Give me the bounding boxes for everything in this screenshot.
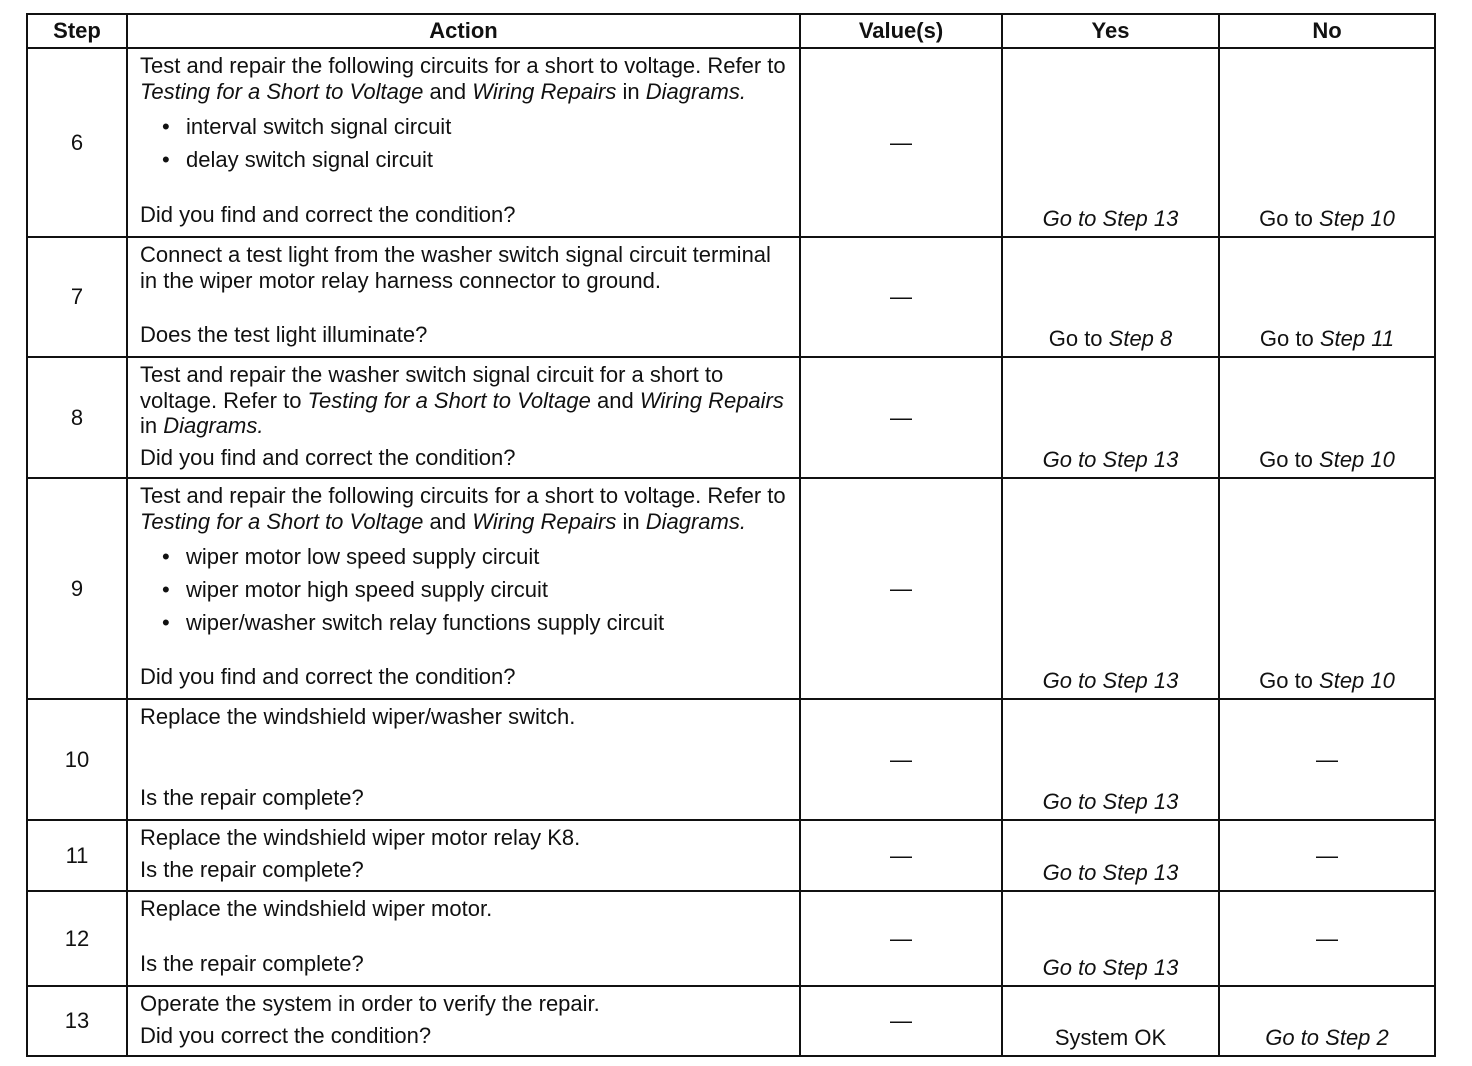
action-instruction bbox=[140, 825, 789, 851]
yes-cell bbox=[1002, 986, 1219, 1056]
list-item bbox=[162, 573, 789, 606]
step-number: 9 bbox=[27, 478, 127, 699]
action-content bbox=[140, 825, 789, 882]
step-number: 10 bbox=[27, 699, 127, 820]
italic-text: Testing for a Short to Voltage bbox=[140, 78, 424, 104]
action-cell bbox=[127, 699, 800, 820]
yes-cell bbox=[1002, 820, 1219, 891]
italic-text: Go to Step 13 bbox=[1042, 206, 1179, 231]
no-cell bbox=[1219, 357, 1435, 478]
action-question: Is the repair complete? bbox=[140, 951, 364, 976]
yes-result bbox=[1003, 789, 1218, 815]
step-number: 6 bbox=[27, 48, 127, 237]
action-instruction bbox=[140, 896, 789, 922]
table-row bbox=[27, 986, 1435, 1056]
text-run: Go to bbox=[1048, 326, 1109, 351]
action-cell bbox=[127, 891, 800, 986]
italic-text: Step 8 bbox=[1108, 326, 1173, 351]
text-run: Go to bbox=[1259, 447, 1320, 472]
list-item-text: wiper motor low speed supply circuit bbox=[186, 544, 540, 569]
text-run: Go to bbox=[1259, 206, 1320, 231]
italic-text: Step 10 bbox=[1319, 668, 1395, 693]
text-run: Test and repair the washer switch signal circuit for a short to voltage. Refer to bbox=[140, 362, 724, 413]
action-cell bbox=[127, 478, 800, 699]
action-cell bbox=[127, 48, 800, 237]
step-number: 11 bbox=[27, 820, 127, 891]
action-instruction bbox=[140, 991, 789, 1017]
italic-text: Go to Step 13 bbox=[1042, 668, 1179, 693]
step-number: 13 bbox=[27, 986, 127, 1056]
header-step: Step bbox=[27, 14, 127, 48]
action-content bbox=[140, 991, 789, 1047]
italic-text: Step 10 bbox=[1319, 447, 1395, 472]
diagnostic-table bbox=[26, 13, 1436, 1057]
text-run: Test and repair the following circuits for a short to voltage. Refer to bbox=[140, 53, 786, 78]
no-cell-dash: — bbox=[1219, 699, 1435, 820]
yes-result bbox=[1003, 447, 1218, 473]
text-run: in bbox=[616, 508, 646, 534]
header-no: No bbox=[1219, 14, 1435, 48]
action-instruction bbox=[140, 704, 789, 730]
list-item bbox=[162, 143, 789, 176]
italic-text: Go to Step 13 bbox=[1042, 860, 1179, 885]
step-number: 7 bbox=[27, 237, 127, 357]
italic-text: Wiring Repairs bbox=[639, 387, 784, 413]
action-content bbox=[140, 483, 789, 690]
text-run: Operate the system in order to verify the repair. bbox=[140, 991, 600, 1016]
italic-text: Wiring Repairs bbox=[472, 508, 617, 534]
action-question: Did you correct the condition? bbox=[140, 1022, 432, 1048]
header-yes: Yes bbox=[1002, 14, 1219, 48]
italic-text: Testing for a Short to Voltage bbox=[140, 508, 424, 534]
italic-text: Diagrams. bbox=[645, 508, 746, 534]
spacer bbox=[140, 922, 789, 946]
italic-text: Testing for a Short to Voltage bbox=[307, 387, 591, 413]
text-run: System OK bbox=[1054, 1025, 1167, 1050]
action-question: Does the test light illuminate? bbox=[140, 322, 428, 347]
text-run: in bbox=[140, 413, 164, 438]
action-cell bbox=[127, 357, 800, 478]
text-run: Replace the windshield wiper motor relay K8. bbox=[140, 825, 581, 850]
yes-cell bbox=[1002, 891, 1219, 986]
no-cell bbox=[1219, 986, 1435, 1056]
table-row bbox=[27, 478, 1435, 699]
italic-text: Go to Step 2 bbox=[1265, 1025, 1389, 1050]
list-item-text: wiper/washer switch relay functions supply circuit bbox=[186, 610, 665, 635]
spacer bbox=[140, 293, 789, 316]
header-action: Action bbox=[127, 14, 800, 48]
action-content bbox=[140, 53, 789, 228]
yes-result bbox=[1003, 1025, 1218, 1051]
list-item bbox=[162, 606, 789, 639]
action-cell bbox=[127, 237, 800, 357]
no-cell-dash: — bbox=[1219, 820, 1435, 891]
no-result bbox=[1220, 1025, 1434, 1051]
yes-result bbox=[1003, 326, 1218, 352]
circuit-list bbox=[140, 110, 789, 176]
no-result bbox=[1220, 447, 1434, 473]
step-number: 12 bbox=[27, 891, 127, 986]
spacer bbox=[140, 639, 789, 658]
value-cell: — bbox=[800, 699, 1002, 820]
header-row bbox=[27, 14, 1435, 48]
italic-text: Go to Step 13 bbox=[1042, 447, 1179, 472]
header-values: Value(s) bbox=[800, 14, 1002, 48]
action-instruction bbox=[140, 242, 789, 293]
value-cell: — bbox=[800, 48, 1002, 237]
circuit-list bbox=[140, 540, 789, 639]
text-run: Replace the windshield wiper motor. bbox=[140, 896, 493, 921]
action-content bbox=[140, 362, 789, 469]
action-content bbox=[140, 704, 789, 811]
italic-text: Diagrams. bbox=[163, 413, 264, 438]
no-cell bbox=[1219, 237, 1435, 357]
italic-text: Step 10 bbox=[1319, 206, 1395, 231]
text-run: Go to bbox=[1259, 326, 1320, 351]
action-content bbox=[140, 242, 789, 348]
table-row bbox=[27, 237, 1435, 357]
no-result bbox=[1220, 668, 1434, 694]
italic-text: Diagrams. bbox=[645, 78, 746, 104]
text-run: and bbox=[423, 78, 473, 104]
text-run: Go to bbox=[1259, 668, 1320, 693]
text-run: Replace the windshield wiper/washer switch. bbox=[140, 704, 576, 729]
list-item-text: interval switch signal circuit bbox=[186, 114, 452, 139]
action-question: Did you find and correct the condition? bbox=[140, 444, 516, 470]
spacer bbox=[140, 730, 789, 780]
action-instruction bbox=[140, 483, 789, 534]
no-result bbox=[1220, 206, 1434, 232]
action-question: Is the repair complete? bbox=[140, 856, 364, 882]
action-cell bbox=[127, 986, 800, 1056]
italic-text: Go to Step 13 bbox=[1042, 789, 1179, 814]
value-cell: — bbox=[800, 986, 1002, 1056]
yes-result bbox=[1003, 955, 1218, 981]
value-cell: — bbox=[800, 891, 1002, 986]
no-result bbox=[1220, 326, 1434, 352]
no-cell-dash: — bbox=[1219, 891, 1435, 986]
yes-result bbox=[1003, 860, 1218, 886]
action-question: Did you find and correct the condition? bbox=[140, 664, 516, 689]
step-number: 8 bbox=[27, 357, 127, 478]
yes-cell bbox=[1002, 478, 1219, 699]
text-run: and bbox=[590, 387, 640, 413]
value-cell: — bbox=[800, 478, 1002, 699]
table-body bbox=[27, 48, 1435, 1056]
list-item-text: delay switch signal circuit bbox=[186, 147, 433, 172]
table-row bbox=[27, 699, 1435, 820]
yes-cell bbox=[1002, 357, 1219, 478]
list-item bbox=[162, 110, 789, 143]
text-run: Connect a test light from the washer switch signal circuit terminal in the wiper motor relay harness connector to ground. bbox=[140, 242, 771, 293]
italic-text: Wiring Repairs bbox=[472, 78, 617, 104]
yes-cell bbox=[1002, 237, 1219, 357]
table-row bbox=[27, 820, 1435, 891]
yes-cell bbox=[1002, 48, 1219, 237]
action-instruction bbox=[140, 53, 789, 104]
italic-text: Go to Step 13 bbox=[1042, 955, 1179, 980]
table-row bbox=[27, 48, 1435, 237]
table-row bbox=[27, 891, 1435, 986]
value-cell: — bbox=[800, 357, 1002, 478]
text-run: Test and repair the following circuits for a short to voltage. Refer to bbox=[140, 483, 786, 508]
text-run: and bbox=[423, 508, 473, 534]
table-row bbox=[27, 357, 1435, 478]
action-question: Did you find and correct the condition? bbox=[140, 202, 516, 227]
action-instruction bbox=[140, 362, 789, 439]
action-content bbox=[140, 896, 789, 977]
value-cell: — bbox=[800, 237, 1002, 357]
action-question: Is the repair complete? bbox=[140, 785, 364, 810]
italic-text: Step 11 bbox=[1319, 326, 1395, 351]
yes-result bbox=[1003, 206, 1218, 232]
action-cell bbox=[127, 820, 800, 891]
spacer bbox=[140, 176, 789, 196]
list-item bbox=[162, 540, 789, 573]
text-run: in bbox=[616, 78, 646, 104]
list-item-text: wiper motor high speed supply circuit bbox=[186, 577, 548, 602]
no-cell bbox=[1219, 48, 1435, 237]
yes-cell bbox=[1002, 699, 1219, 820]
no-cell bbox=[1219, 478, 1435, 699]
yes-result bbox=[1003, 668, 1218, 694]
value-cell: — bbox=[800, 820, 1002, 891]
